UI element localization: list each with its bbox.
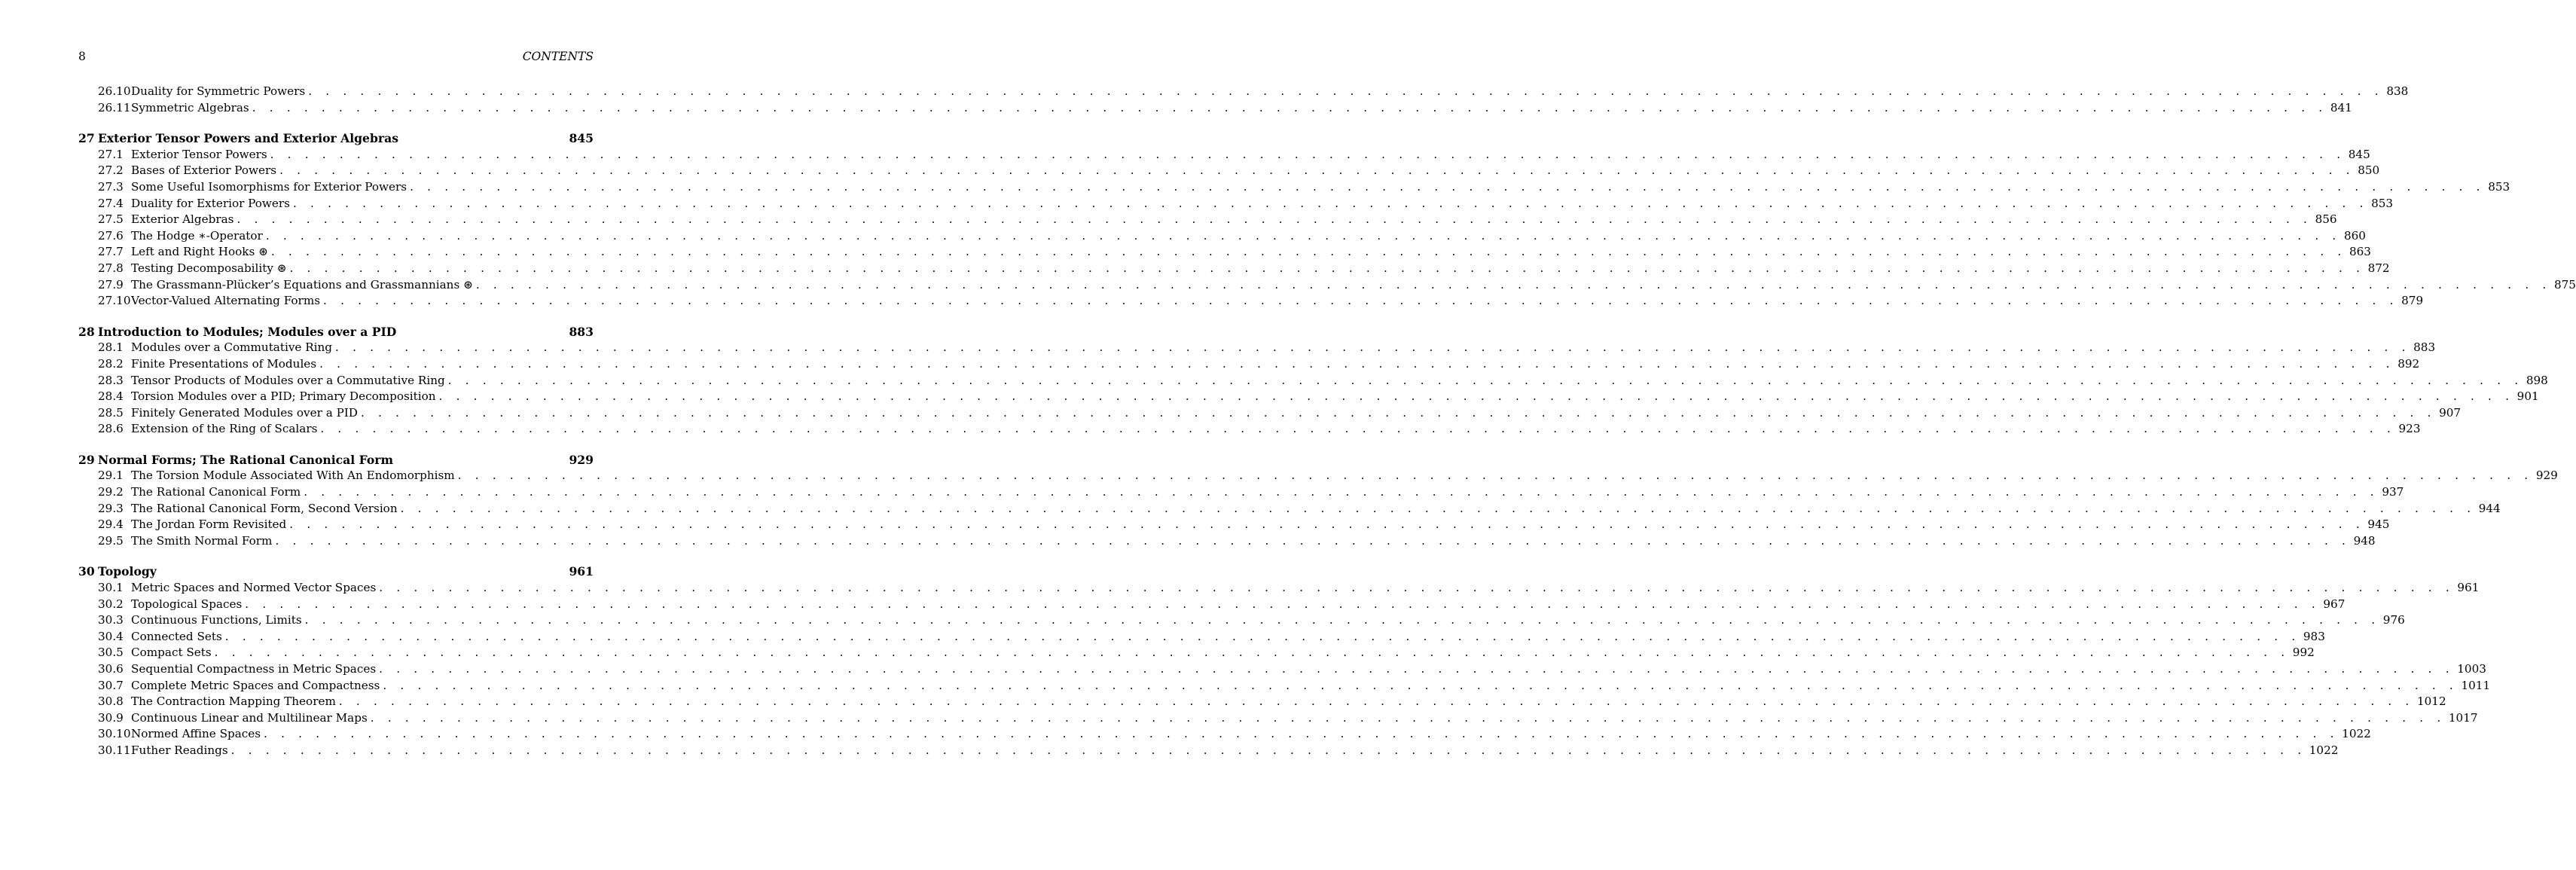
page-number: 8 <box>78 50 86 63</box>
section-title: Some Useful Isomorphisms for Exterior Powers <box>131 179 407 194</box>
page-ref: 850 <box>2358 163 2380 178</box>
toc-entry[interactable] <box>78 612 2405 629</box>
section-title: Exterior Algebras <box>131 212 234 227</box>
toc-entry[interactable] <box>78 501 2501 517</box>
page-ref: 1012 <box>2416 694 2446 709</box>
section-number: 30.11 <box>98 743 131 757</box>
dot-leader: . . . . . . . . . . . . . . . . . . . . . . . . . . . . . . . . . . . . . . . . . . . . . . . . . . . . . . . . . . . . . . . . . . . . . . . . . . . . . . . . . . . . . . . . . . . . . . . . . . . . . . . . . . . . . . . . . . . . . . . . <box>275 533 2351 548</box>
section-title: The Torsion Module Associated With An Endomorphism <box>131 469 455 483</box>
section-number: 28.6 <box>98 422 124 436</box>
section-number: 30.3 <box>98 613 124 627</box>
toc-entry[interactable] <box>78 421 2421 438</box>
toc-entry[interactable] <box>78 405 2462 422</box>
page-ref: 860 <box>2343 228 2366 243</box>
section-number: 30.5 <box>98 646 124 660</box>
page-ref: 892 <box>2397 356 2420 371</box>
dot-leader: . . . . . . . . . . . . . . . . . . . . . . . . . . . . . . . . . . . . . . . . . . . . . . . . . . . . . . . . . . . . . . . . . . . . . . . . . . . . . . . . . . . . . . . . . . . . . . . . . . . . . . . . . . . . . . . . . . . . . . . . <box>379 662 2455 676</box>
page-ref: 853 <box>2371 196 2394 210</box>
dot-leader: . . . . . . . . . . . . . . . . . . . . . . . . . . . . . . . . . . . . . . . . . . . . . . . . . . . . . . . . . . . . . . . . . . . . . . . . . . . . . . . . . . . . . . . . . . . . . . . . . . . . . . . . . . . . . . . . . . . . . . . . <box>370 710 2446 725</box>
toc-entry[interactable] <box>78 597 2346 613</box>
section-title: Duality for Exterior Powers <box>131 196 290 210</box>
toc-entry[interactable] <box>78 340 2436 356</box>
section-number: 27.8 <box>98 261 124 275</box>
dot-leader: . . . . . . . . . . . . . . . . . . . . . . . . . . . . . . . . . . . . . . . . . . . . . . . . . . . . . . . . . . . . . . . . . . . . . . . . . . . . . . . . . . . . . . . . . . . . . . . . . . . . . . . . . . . . . . . . . . . . . . . . <box>224 629 2300 643</box>
page-ref: 937 <box>2382 485 2404 499</box>
section-title: Testing Decomposability ⊛ <box>131 261 287 275</box>
chapter-label <box>78 324 396 340</box>
chapter-title: Introduction to Modules; Modules over a PID <box>98 324 397 339</box>
toc-entry[interactable] <box>78 517 2390 533</box>
toc-entry[interactable] <box>78 196 2394 212</box>
toc-entry[interactable] <box>78 484 2404 501</box>
chapter-number: 30 <box>78 564 95 579</box>
section-title: Futher Readings <box>131 743 228 757</box>
section-number: 29.4 <box>98 517 124 532</box>
section-number: 27.5 <box>98 212 124 227</box>
section-number: 29.1 <box>98 469 124 483</box>
section-number: 28.5 <box>98 405 124 420</box>
chapter-title: Normal Forms; The Rational Canonical Form <box>98 452 393 467</box>
section-title: Bases of Exterior Powers <box>131 163 277 178</box>
section-number: 27.1 <box>98 147 124 161</box>
page-ref: 845 <box>2348 147 2370 161</box>
chapter-label <box>78 452 393 469</box>
toc-entry[interactable] <box>78 163 2380 179</box>
section-title: Left and Right Hooks ⊛ <box>131 245 268 259</box>
section-title: The Grassmann-Plücker’s Equations and Grassmannians ⊛ <box>131 277 473 292</box>
page-ref: 923 <box>2398 422 2421 436</box>
chapter-title: Exterior Tensor Powers and Exterior Algebras <box>98 131 398 146</box>
section-number: 28.3 <box>98 373 124 387</box>
section-number: 26.11 <box>98 100 131 114</box>
section-number: 27.3 <box>98 179 124 194</box>
section-number: 30.10 <box>98 727 131 741</box>
dot-leader: . . . . . . . . . . . . . . . . . . . . . . . . . . . . . . . . . . . . . . . . . . . . . . . . . . . . . . . . . . . . . . . . . . . . . . . . . . . . . . . . . . . . . . . . . . . . . . . . . . . . . . . . . . . . . . . . . . . . . . . . <box>438 389 2514 404</box>
section-number: 26.10 <box>98 84 131 98</box>
dot-leader: . . . . . . . . . . . . . . . . . . . . . . . . . . . . . . . . . . . . . . . . . . . . . . . . . . . . . . . . . . . . . . . . . . . . . . . . . . . . . . . . . . . . . . . . . . . . . . . . . . . . . . . . . . . . . . . . . . . . . . . . <box>292 196 2369 210</box>
dot-leader: . . . . . . . . . . . . . . . . . . . . . . . . . . . . . . . . . . . . . . . . . . . . . . . . . . . . . . . . . . . . . . . . . . . . . . . . . . . . . . . . . . . . . . . . . . . . . . . . . . . . . . . . . . . . . . . . . . . . . . . . <box>383 678 2458 692</box>
toc-entry[interactable] <box>78 179 2510 196</box>
toc-entry[interactable] <box>78 293 2424 310</box>
chapter-page: 929 <box>569 452 594 467</box>
chapter-page: 883 <box>569 324 594 339</box>
dot-leader: . . . . . . . . . . . . . . . . . . . . . . . . . . . . . . . . . . . . . . . . . . . . . . . . . . . . . . . . . . . . . . . . . . . . . . . . . . . . . . . . . . . . . . . . . . . . . . . . . . . . . . . . . . . . . . . . . . . . . . . . <box>457 469 2533 483</box>
toc-entry[interactable] <box>78 228 2366 245</box>
dot-leader: . . . . . . . . . . . . . . . . . . . . . . . . . . . . . . . . . . . . . . . . . . . . . . . . . . . . . . . . . . . . . . . . . . . . . . . . . . . . . . . . . . . . . . . . . . . . . . . . . . . . . . . . . . . . . . . . . . . . . . . . <box>447 373 2523 387</box>
toc-entry[interactable] <box>78 100 2352 117</box>
section-number: 28.4 <box>98 389 124 404</box>
toc-entry[interactable] <box>78 84 2409 100</box>
section-title: Normed Affine Spaces <box>131 727 261 741</box>
dot-leader: . . . . . . . . . . . . . . . . . . . . . . . . . . . . . . . . . . . . . . . . . . . . . . . . . . . . . . . . . . . . . . . . . . . . . . . . . . . . . . . . . . . . . . . . . . . . . . . . . . . . . . . . . . . . . . . . . . . . . . . . <box>379 581 2455 595</box>
section-number: 28.2 <box>98 356 124 371</box>
section-title: The Rational Canonical Form, Second Version <box>131 501 398 515</box>
page-header <box>78 48 594 65</box>
section-number: 27.4 <box>98 196 124 210</box>
page-ref: 992 <box>2292 646 2315 660</box>
toc-entry[interactable] <box>78 726 2371 743</box>
toc-entry[interactable] <box>78 244 2371 261</box>
dot-leader: . . . . . . . . . . . . . . . . . . . . . . . . . . . . . . . . . . . . . . . . . . . . . . . . . . . . . . . . . . . . . . . . . . . . . . . . . . . . . . . . . . . . . . . . . . . . . . . . . . . . . . . . . . . . . . . . . . . . . . . . <box>214 646 2290 660</box>
chapter-number: 28 <box>78 324 95 339</box>
section-title: Finitely Generated Modules over a PID <box>131 405 358 420</box>
section-number: 30.4 <box>98 629 124 643</box>
dot-leader: . . . . . . . . . . . . . . . . . . . . . . . . . . . . . . . . . . . . . . . . . . . . . . . . . . . . . . . . . . . . . . . . . . . . . . . . . . . . . . . . . . . . . . . . . . . . . . . . . . . . . . . . . . . . . . . . . . . . . . . . <box>304 485 2379 499</box>
chapter-number: 29 <box>78 452 95 467</box>
running-title: CONTENTS <box>522 50 594 63</box>
section-number: 30.2 <box>98 597 124 611</box>
page-ref: 1022 <box>2309 743 2339 757</box>
page-ref: 967 <box>2323 597 2346 611</box>
section-number: 29.5 <box>98 533 124 548</box>
chapter-label <box>78 563 157 580</box>
page-ref: 875 <box>2553 277 2576 292</box>
dot-leader: . . . . . . . . . . . . . . . . . . . . . . . . . . . . . . . . . . . . . . . . . . . . . . . . . . . . . . . . . . . . . . . . . . . . . . . . . . . . . . . . . . . . . . . . . . . . . . . . . . . . . . . . . . . . . . . . . . . . . . . . <box>475 277 2551 292</box>
chapter-page: 845 <box>569 131 594 146</box>
dot-leader: . . . . . . . . . . . . . . . . . . . . . . . . . . . . . . . . . . . . . . . . . . . . . . . . . . . . . . . . . . . . . . . . . . . . . . . . . . . . . . . . . . . . . . . . . . . . . . . . . . . . . . . . . . . . . . . . . . . . . . . . <box>252 100 2327 114</box>
dot-leader: . . . . . . . . . . . . . . . . . . . . . . . . . . . . . . . . . . . . . . . . . . . . . . . . . . . . . . . . . . . . . . . . . . . . . . . . . . . . . . . . . . . . . . . . . . . . . . . . . . . . . . . . . . . . . . . . . . . . . . . . <box>400 501 2476 515</box>
chapter-page: 961 <box>569 564 594 579</box>
dot-leader: . . . . . . . . . . . . . . . . . . . . . . . . . . . . . . . . . . . . . . . . . . . . . . . . . . . . . . . . . . . . . . . . . . . . . . . . . . . . . . . . . . . . . . . . . . . . . . . . . . . . . . . . . . . . . . . . . . . . . . . . <box>338 694 2414 709</box>
section-number: 30.6 <box>98 662 124 676</box>
chapter-heading[interactable] <box>78 563 594 580</box>
dot-leader: . . . . . . . . . . . . . . . . . . . . . . . . . . . . . . . . . . . . . . . . . . . . . . . . . . . . . . . . . . . . . . . . . . . . . . . . . . . . . . . . . . . . . . . . . . . . . . . . . . . . . . . . . . . . . . . . . . . . . . . . <box>289 261 2365 275</box>
toc-entry[interactable] <box>78 694 2446 710</box>
section-title: The Smith Normal Form <box>131 533 273 548</box>
page-ref: 872 <box>2367 261 2390 275</box>
section-title: Vector-Valued Alternating Forms <box>131 294 321 308</box>
page-ref: 961 <box>2457 581 2480 595</box>
toc-entry[interactable] <box>78 710 2478 727</box>
section-title: Modules over a Commutative Ring <box>131 340 333 355</box>
toc-entry[interactable] <box>78 580 2480 597</box>
section-number: 30.8 <box>98 694 124 709</box>
dot-leader: . . . . . . . . . . . . . . . . . . . . . . . . . . . . . . . . . . . . . . . . . . . . . . . . . . . . . . . . . . . . . . . . . . . . . . . . . . . . . . . . . . . . . . . . . . . . . . . . . . . . . . . . . . . . . . . . . . . . . . . . <box>323 294 2399 308</box>
dot-leader: . . . . . . . . . . . . . . . . . . . . . . . . . . . . . . . . . . . . . . . . . . . . . . . . . . . . . . . . . . . . . . . . . . . . . . . . . . . . . . . . . . . . . . . . . . . . . . . . . . . . . . . . . . . . . . . . . . . . . . . . <box>319 356 2395 371</box>
section-title: Metric Spaces and Normed Vector Spaces <box>131 581 377 595</box>
section-title: Topological Spaces <box>131 597 243 611</box>
section-number: 30.7 <box>98 678 124 692</box>
section-number: 29.3 <box>98 501 124 515</box>
dot-leader: . . . . . . . . . . . . . . . . . . . . . . . . . . . . . . . . . . . . . . . . . . . . . . . . . . . . . . . . . . . . . . . . . . . . . . . . . . . . . . . . . . . . . . . . . . . . . . . . . . . . . . . . . . . . . . . . . . . . . . . . <box>270 147 2346 161</box>
chapter-heading[interactable] <box>78 324 594 340</box>
toc-entry[interactable] <box>78 212 2337 228</box>
page-ref: 863 <box>2349 245 2371 259</box>
section-title: Continuous Linear and Multilinear Maps <box>131 710 368 725</box>
section-title: Finite Presentations of Modules <box>131 356 317 371</box>
section-title: The Contraction Mapping Theorem <box>131 694 336 709</box>
page-ref: 948 <box>2353 533 2376 548</box>
toc-entry[interactable] <box>78 389 2539 405</box>
dot-leader: . . . . . . . . . . . . . . . . . . . . . . . . . . . . . . . . . . . . . . . . . . . . . . . . . . . . . . . . . . . . . . . . . . . . . . . . . . . . . . . . . . . . . . . . . . . . . . . . . . . . . . . . . . . . . . . . . . . . . . . . <box>360 405 2437 420</box>
section-number: 30.9 <box>98 710 124 725</box>
page-ref: 944 <box>2478 501 2501 515</box>
section-title: Symmetric Algebras <box>131 100 249 114</box>
dot-leader: . . . . . . . . . . . . . . . . . . . . . . . . . . . . . . . . . . . . . . . . . . . . . . . . . . . . . . . . . . . . . . . . . . . . . . . . . . . . . . . . . . . . . . . . . . . . . . . . . . . . . . . . . . . . . . . . . . . . . . . . <box>410 179 2486 194</box>
table-of-contents <box>78 84 2576 759</box>
section-title: Torsion Modules over a PID; Primary Decomposition <box>131 389 436 404</box>
section-number: 29.2 <box>98 485 124 499</box>
toc-entry[interactable] <box>78 645 2315 661</box>
dot-leader: . . . . . . . . . . . . . . . . . . . . . . . . . . . . . . . . . . . . . . . . . . . . . . . . . . . . . . . . . . . . . . . . . . . . . . . . . . . . . . . . . . . . . . . . . . . . . . . . . . . . . . . . . . . . . . . . . . . . . . . . <box>265 228 2341 243</box>
dot-leader: . . . . . . . . . . . . . . . . . . . . . . . . . . . . . . . . . . . . . . . . . . . . . . . . . . . . . . . . . . . . . . . . . . . . . . . . . . . . . . . . . . . . . . . . . . . . . . . . . . . . . . . . . . . . . . . . . . . . . . . . <box>335 340 2411 355</box>
page-ref: 879 <box>2401 294 2424 308</box>
section-number: 27.2 <box>98 163 124 178</box>
toc-entry[interactable] <box>78 533 2376 550</box>
toc-entry[interactable] <box>78 743 2339 759</box>
page-ref: 976 <box>2382 613 2405 627</box>
page-ref: 945 <box>2367 517 2390 532</box>
chapter-heading[interactable] <box>78 130 594 147</box>
page-ref: 1003 <box>2457 662 2486 676</box>
dot-leader: . . . . . . . . . . . . . . . . . . . . . . . . . . . . . . . . . . . . . . . . . . . . . . . . . . . . . . . . . . . . . . . . . . . . . . . . . . . . . . . . . . . . . . . . . . . . . . . . . . . . . . . . . . . . . . . . . . . . . . . . <box>245 597 2321 611</box>
section-number: 28.1 <box>98 340 124 355</box>
page-ref: 841 <box>2330 100 2352 114</box>
section-number: 30.1 <box>98 581 124 595</box>
page-ref: 1017 <box>2448 710 2478 725</box>
dot-leader: . . . . . . . . . . . . . . . . . . . . . . . . . . . . . . . . . . . . . . . . . . . . . . . . . . . . . . . . . . . . . . . . . . . . . . . . . . . . . . . . . . . . . . . . . . . . . . . . . . . . . . . . . . . . . . . . . . . . . . . . <box>320 422 2396 436</box>
section-title: The Hodge ∗-Operator <box>131 228 263 243</box>
dot-leader: . . . . . . . . . . . . . . . . . . . . . . . . . . . . . . . . . . . . . . . . . . . . . . . . . . . . . . . . . . . . . . . . . . . . . . . . . . . . . . . . . . . . . . . . . . . . . . . . . . . . . . . . . . . . . . . . . . . . . . . . <box>304 613 2380 627</box>
section-number: 27.7 <box>98 245 124 259</box>
page-ref: 983 <box>2303 629 2325 643</box>
chapter-title: Topology <box>98 564 157 579</box>
page-ref: 1011 <box>2461 678 2491 692</box>
page-ref: 929 <box>2535 469 2558 483</box>
toc-entry[interactable] <box>78 468 2558 484</box>
toc-entry[interactable] <box>78 678 2491 694</box>
page-ref: 907 <box>2439 405 2462 420</box>
section-number: 27.9 <box>98 277 124 292</box>
page-ref: 1022 <box>2342 727 2371 741</box>
section-title: Extension of the Ring of Scalars <box>131 422 318 436</box>
section-title: Sequential Compactness in Metric Spaces <box>131 662 377 676</box>
page-ref: 901 <box>2516 389 2539 404</box>
section-title: Exterior Tensor Powers <box>131 147 267 161</box>
dot-leader: . . . . . . . . . . . . . . . . . . . . . . . . . . . . . . . . . . . . . . . . . . . . . . . . . . . . . . . . . . . . . . . . . . . . . . . . . . . . . . . . . . . . . . . . . . . . . . . . . . . . . . . . . . . . . . . . . . . . . . . . <box>289 517 2365 532</box>
toc-entry[interactable] <box>78 356 2420 373</box>
section-title: Duality for Symmetric Powers <box>131 84 306 98</box>
page-ref: 853 <box>2488 179 2510 194</box>
toc-entry[interactable] <box>78 661 2486 678</box>
page-ref: 856 <box>2315 212 2337 227</box>
dot-leader: . . . . . . . . . . . . . . . . . . . . . . . . . . . . . . . . . . . . . . . . . . . . . . . . . . . . . . . . . . . . . . . . . . . . . . . . . . . . . . . . . . . . . . . . . . . . . . . . . . . . . . . . . . . . . . . . . . . . . . . . <box>237 212 2312 227</box>
section-number: 27.6 <box>98 228 124 243</box>
page-ref: 883 <box>2413 340 2436 355</box>
toc-entry[interactable] <box>78 277 2576 294</box>
section-title: Continuous Functions, Limits <box>131 613 302 627</box>
page-ref: 898 <box>2526 373 2548 387</box>
dot-leader: . . . . . . . . . . . . . . . . . . . . . . . . . . . . . . . . . . . . . . . . . . . . . . . . . . . . . . . . . . . . . . . . . . . . . . . . . . . . . . . . . . . . . . . . . . . . . . . . . . . . . . . . . . . . . . . . . . . . . . . . <box>270 245 2346 259</box>
section-number: 27.10 <box>98 294 131 308</box>
section-title: The Rational Canonical Form <box>131 485 301 499</box>
chapter-label <box>78 130 398 147</box>
dot-leader: . . . . . . . . . . . . . . . . . . . . . . . . . . . . . . . . . . . . . . . . . . . . . . . . . . . . . . . . . . . . . . . . . . . . . . . . . . . . . . . . . . . . . . . . . . . . . . . . . . . . . . . . . . . . . . . . . . . . . . . . <box>279 163 2355 178</box>
section-title: Complete Metric Spaces and Compactness <box>131 678 380 692</box>
chapter-number: 27 <box>78 131 95 146</box>
toc-entry[interactable] <box>78 147 2370 163</box>
chapter-heading[interactable] <box>78 452 594 469</box>
section-title: Tensor Products of Modules over a Commutative Ring <box>131 373 445 387</box>
dot-leader: . . . . . . . . . . . . . . . . . . . . . . . . . . . . . . . . . . . . . . . . . . . . . . . . . . . . . . . . . . . . . . . . . . . . . . . . . . . . . . . . . . . . . . . . . . . . . . . . . . . . . . . . . . . . . . . . . . . . . . . . <box>308 84 2384 98</box>
dot-leader: . . . . . . . . . . . . . . . . . . . . . . . . . . . . . . . . . . . . . . . . . . . . . . . . . . . . . . . . . . . . . . . . . . . . . . . . . . . . . . . . . . . . . . . . . . . . . . . . . . . . . . . . . . . . . . . . . . . . . . . . <box>264 727 2339 741</box>
toc-entry[interactable] <box>78 629 2325 646</box>
page-ref: 838 <box>2386 84 2409 98</box>
section-title: Compact Sets <box>131 646 212 660</box>
section-title: Connected Sets <box>131 629 222 643</box>
dot-leader: . . . . . . . . . . . . . . . . . . . . . . . . . . . . . . . . . . . . . . . . . . . . . . . . . . . . . . . . . . . . . . . . . . . . . . . . . . . . . . . . . . . . . . . . . . . . . . . . . . . . . . . . . . . . . . . . . . . . . . . . <box>230 743 2306 757</box>
section-title: The Jordan Form Revisited <box>131 517 287 532</box>
toc-entry[interactable] <box>78 261 2390 277</box>
toc-entry[interactable] <box>78 373 2548 389</box>
